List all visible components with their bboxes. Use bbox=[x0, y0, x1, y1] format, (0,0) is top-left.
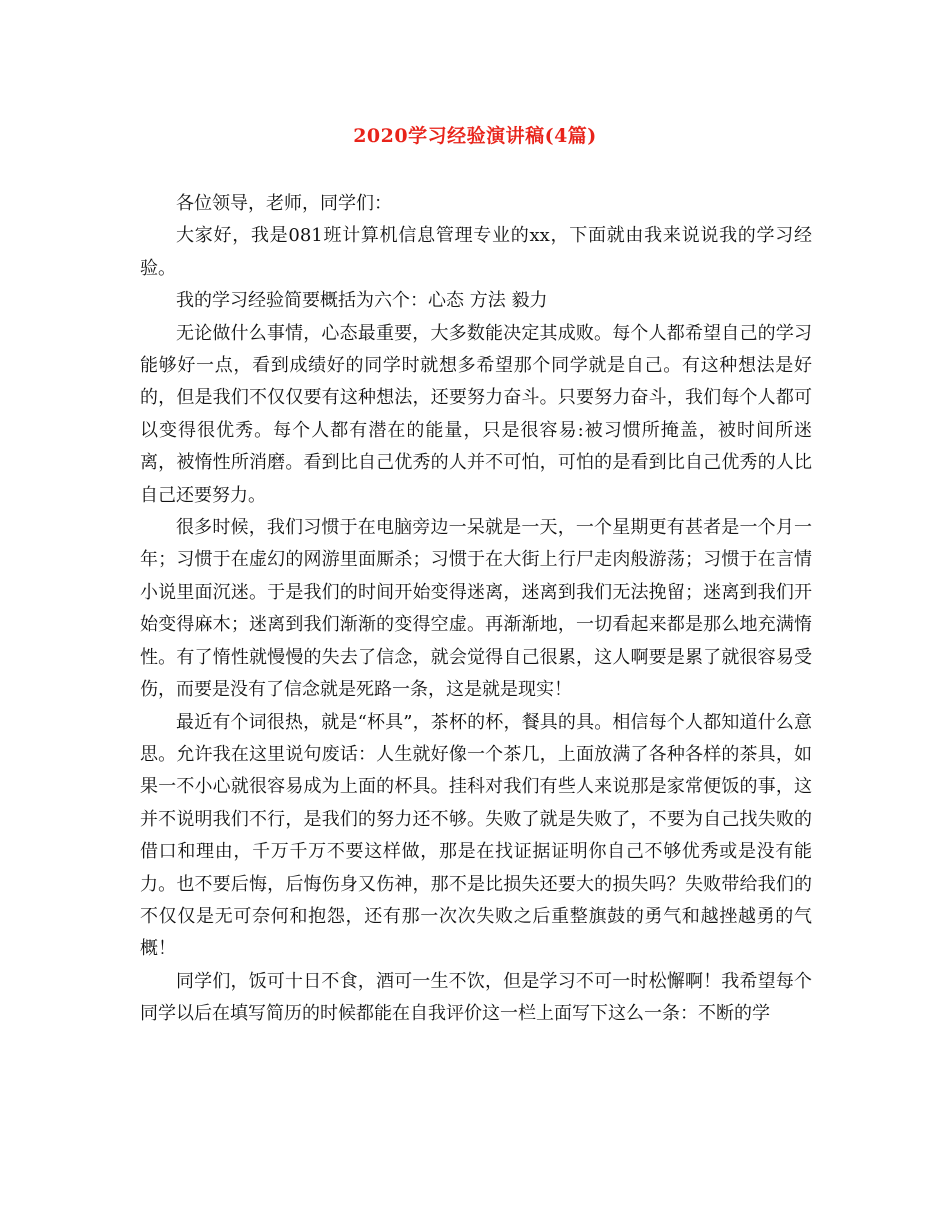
paragraph-intro: 大家好，我是081班计算机信息管理专业的xx，下面就由我来说说我的学习经验。 bbox=[140, 225, 812, 279]
document-title: 2020学习经验演讲稿(4篇) bbox=[353, 125, 597, 147]
paragraph-failure: 最近有个词很热，就是“杯具”，茶杯的杯，餐具的具。相信每个人都知道什么意思。允许我在这里说句废话：人生就好像一个茶几，上面放满了各种各样的茶具，如果一不小心就很容易成为上面的杯具。挂科对我们有些人来说那是家常便饭的事，这并不说明我们不行，是我们的努力还不够。失败了就是失败了，不要为自己找失败的借口和理由，千万千万不要这样做，那是在找证据证明你自己不够优秀或是没有能力。也不要后悔，后悔伤身又伤神，那不是比损失还要大的损失吗？失败带给我们的不仅仅是无可奈何和抱怨，还有那一次次失败之后重整旗鼓的勇气和越挫越勇的气概！ bbox=[140, 711, 812, 960]
paragraph-habits: 很多时候，我们习惯于在电脑旁边一呆就是一天，一个星期更有甚者是一个月一年；习惯于在虚幻的网游里面厮杀；习惯于在大街上行尸走肉般游荡；习惯于在言情小说里面沉迷。于是我们的时间开始变得迷离，迷离到我们无法挽留；迷离到我们开始变得麻木；迷离到我们渐渐的变得空虚。再渐渐地，一切看起来都是那么地充满惰性。有了惰性就慢慢的失去了信念，就会觉得自己很累，这人啊要是累了就很容易受伤，而要是没有了信念就是死路一条，这是就是现实！ bbox=[140, 517, 812, 701]
paragraph-greeting: 各位领导，老师，同学们： bbox=[176, 193, 392, 214]
paragraph-summary: 我的学习经验简要概括为六个：心态 方法 毅力 bbox=[176, 290, 548, 312]
document-body bbox=[140, 188, 812, 1031]
paragraph-mindset: 无论做什么事情，心态最重要，大多数能决定其成败。每个人都希望自己的学习能够好一点，看到成绩好的同学时就想多希望那个同学就是自己。有这种想法是好的，但是我们不仅仅要有这种想法，还要努力奋斗。只要努力奋斗，我们每个人都可以变得很优秀。每个人都有潜在的能量，只是很容易:被习惯所掩盖，被时间所迷离，被惰性所消磨。看到比自己优秀的人并不可怕，可怕的是看到比自己优秀的人比自己还要努力。 bbox=[140, 322, 812, 506]
paragraph-closing: 同学们，饭可十日不食，酒可一生不饮，但是学习不可一时松懈啊！我希望每个同学以后在填写简历的时候都能在自我评价这一栏上面写下这么一条：不断的学 bbox=[140, 970, 812, 1025]
